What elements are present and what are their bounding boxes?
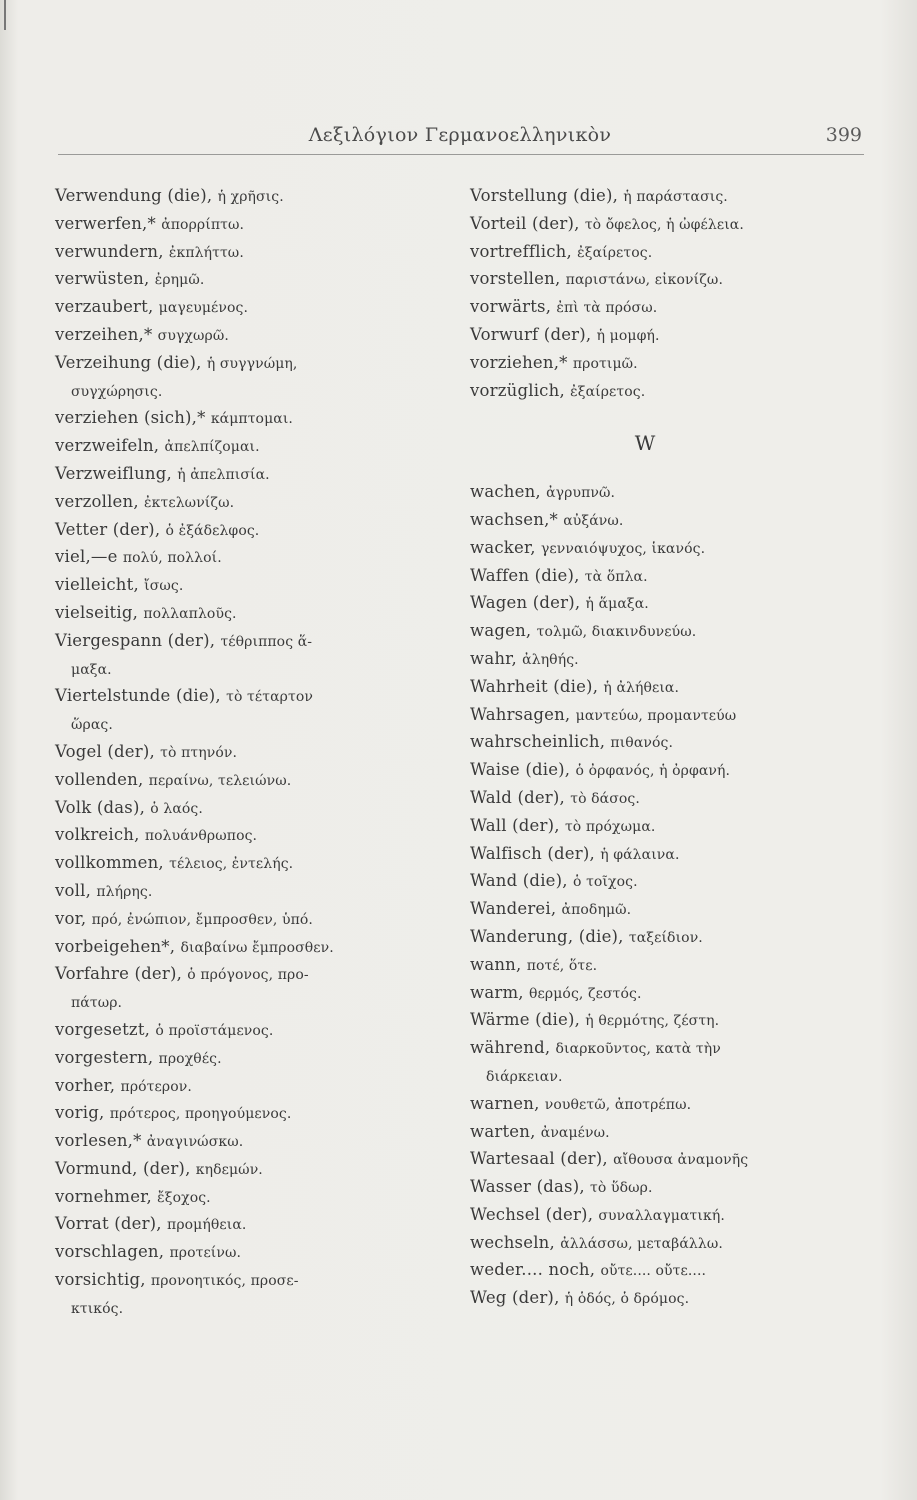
greek-translation: οὔτε.... οὔτε....	[600, 1263, 707, 1280]
dictionary-entry	[55, 1128, 415, 1156]
headword: Wand (die),	[470, 871, 568, 891]
right-column-v-entries	[470, 183, 860, 405]
dictionary-entry	[55, 906, 415, 934]
dictionary-entry	[55, 767, 415, 795]
dictionary-entry	[55, 517, 415, 545]
headword: Waffen (die),	[470, 565, 580, 585]
headword: verzollen,	[55, 491, 139, 511]
greek-translation: πρότερον.	[120, 1078, 192, 1095]
dictionary-entry	[470, 590, 860, 618]
dictionary-entry	[55, 1100, 415, 1128]
dictionary-entry	[470, 239, 860, 267]
headword: wann,	[470, 954, 522, 974]
greek-translation: πρότερος, προηγούμενος.	[109, 1106, 292, 1123]
greek-translation: κτικός.	[71, 1300, 124, 1317]
dictionary-entry	[55, 489, 415, 517]
greek-translation: προνοητικός, προσε-	[150, 1273, 299, 1290]
headword: vorwärts,	[470, 297, 552, 317]
dictionary-entry	[55, 656, 415, 684]
greek-translation: ἡ ἀπελπισία.	[177, 466, 270, 483]
greek-translation: ἀναμένω.	[540, 1124, 610, 1141]
dictionary-entry	[55, 350, 415, 378]
dictionary-entry	[470, 1035, 860, 1063]
dictionary-entry	[55, 183, 415, 211]
headword: Vorteil (der),	[470, 213, 580, 233]
headword: wahrscheinlich,	[470, 732, 606, 752]
greek-translation: διάρκειαν.	[486, 1068, 563, 1085]
greek-translation: τὸ πρόχωμα.	[564, 818, 656, 835]
dictionary-entry	[470, 322, 860, 350]
greek-translation: προμήθεια.	[167, 1217, 247, 1234]
greek-translation: ἀναγινώσκω.	[146, 1134, 244, 1151]
greek-translation: ἐξαίρετος.	[570, 383, 646, 400]
dictionary-entry	[55, 322, 415, 350]
dictionary-entry	[55, 683, 415, 711]
greek-translation: ἐκπλήττω.	[168, 244, 244, 261]
dictionary-entry	[55, 934, 415, 962]
headword: Weg (der),	[470, 1288, 560, 1308]
greek-translation: προτείνω.	[169, 1245, 242, 1262]
headword: volkreich,	[55, 825, 140, 845]
greek-translation: ἡ μομφή.	[596, 327, 660, 344]
dictionary-entry	[470, 1174, 860, 1202]
greek-translation: περαίνω, τελειώνω.	[148, 772, 292, 789]
greek-translation: ἀληθής.	[522, 651, 579, 668]
headword: vorziehen,*	[470, 352, 568, 372]
dictionary-entry	[55, 1017, 415, 1045]
headword: vortrefflich,	[470, 241, 572, 261]
dictionary-entry	[470, 841, 860, 869]
headword: Volk (das),	[55, 797, 146, 817]
headword: vorgestern,	[55, 1047, 154, 1067]
dictionary-entry	[470, 702, 860, 730]
greek-translation: ἐκτελωνίζω.	[144, 494, 235, 511]
greek-translation: κάμπτομαι.	[210, 411, 293, 428]
greek-translation: πιθανός.	[610, 735, 674, 752]
dictionary-entry	[470, 785, 860, 813]
greek-translation: τολμῶ, διακινδυνεύω.	[536, 624, 697, 641]
dictionary-entry	[55, 544, 415, 572]
headword: verzaubert,	[55, 297, 154, 317]
greek-translation: ὥρας.	[71, 717, 113, 734]
headword: wechseln,	[470, 1232, 555, 1252]
greek-translation: ὁ τοῖχος.	[572, 874, 638, 891]
dictionary-entry	[470, 924, 860, 952]
greek-translation: ἀλλάσσω, μεταβάλλω.	[560, 1235, 723, 1252]
dictionary-entry	[55, 878, 415, 906]
greek-translation: ὁ πρόγονος, προ-	[187, 967, 309, 984]
dictionary-entry	[470, 294, 860, 322]
headword: Verzeihung (die),	[55, 352, 202, 372]
greek-translation: ἡ χρῆσις.	[217, 189, 284, 205]
dictionary-entry	[470, 1257, 860, 1285]
headword: vorschlagen,	[55, 1242, 165, 1262]
headword: Wechsel (der),	[470, 1204, 594, 1224]
headword: Vorrat (der),	[55, 1214, 162, 1234]
greek-translation: τὸ ὄφελος, ἡ ὠφέλεια.	[584, 216, 744, 233]
greek-translation: πολλαπλοῦς.	[143, 605, 237, 622]
dictionary-entry	[470, 646, 860, 674]
headword: wacker,	[470, 537, 536, 557]
greek-translation: αὐξάνω.	[563, 512, 624, 529]
greek-translation: προτιμῶ.	[572, 355, 638, 372]
headword: Wartesaal (der),	[470, 1149, 608, 1169]
headword: Vormund, (der),	[55, 1158, 191, 1178]
running-title: Λεξιλόγιον Γερμανοελληνικὸν	[308, 124, 612, 146]
dictionary-entry	[55, 433, 415, 461]
right-column-w-entries	[470, 479, 860, 1313]
dictionary-entry	[470, 563, 860, 591]
headword: vorsichtig,	[55, 1270, 146, 1290]
headword: wachsen,*	[470, 509, 558, 529]
greek-translation: ὁ ἐξάδελφος.	[165, 522, 260, 539]
dictionary-entry	[470, 211, 860, 239]
headword: verziehen (sich),*	[55, 408, 206, 428]
dictionary-entry	[55, 378, 415, 406]
greek-translation: ἀγρυπνῶ.	[546, 485, 616, 502]
dictionary-entry	[55, 711, 415, 739]
greek-translation: κηδεμών.	[195, 1161, 263, 1178]
headword: Vogel (der),	[55, 741, 155, 761]
headword: Verzweiflung,	[55, 463, 172, 483]
dictionary-entry	[55, 1211, 415, 1239]
dictionary-entry	[55, 739, 415, 767]
greek-translation: ἡ ὁδός, ὁ δρόμος.	[564, 1291, 690, 1308]
dictionary-entry	[55, 266, 415, 294]
greek-translation: συγχωρῶ.	[157, 327, 229, 344]
greek-translation: μαξα.	[71, 661, 112, 678]
greek-translation: ἡ ἅμαξα.	[585, 596, 649, 613]
header-rule	[58, 154, 864, 155]
dictionary-entry	[470, 507, 860, 535]
headword: Verwendung (die),	[55, 186, 213, 205]
dictionary-entry	[470, 1007, 860, 1035]
greek-translation: πολύ, πολλοί.	[122, 550, 222, 567]
headword: vielleicht,	[55, 575, 139, 595]
headword: wagen,	[470, 621, 532, 641]
greek-translation: τέθριππος ἅ-	[220, 633, 313, 650]
greek-translation: τὰ ὅπλα.	[584, 568, 648, 585]
greek-translation: πλήρης.	[96, 883, 153, 900]
greek-translation: θερμός, ζεστός.	[529, 985, 642, 1002]
greek-translation: ἀποδημῶ.	[561, 902, 632, 919]
headword: Vorfahre (der),	[55, 964, 183, 984]
dictionary-entry	[470, 266, 860, 294]
headword: Walfisch (der),	[470, 843, 595, 863]
dictionary-entry	[55, 1295, 415, 1323]
greek-translation: ἡ φάλαινα.	[600, 846, 680, 863]
dictionary-entry	[55, 822, 415, 850]
headword: warnen,	[470, 1093, 540, 1113]
dictionary-entry	[55, 1045, 415, 1073]
dictionary-entry	[470, 535, 860, 563]
headword: verzeihen,*	[55, 324, 153, 344]
headword: verwerfen,*	[55, 213, 156, 233]
greek-translation: τὸ τέταρτον	[226, 689, 313, 706]
greek-translation: προχθές.	[158, 1050, 222, 1067]
headword: verwüsten,	[55, 269, 150, 289]
headword: viel,—e	[55, 547, 118, 567]
page-edge-mark	[4, 0, 6, 30]
dictionary-entry	[55, 989, 415, 1017]
headword: Vorwurf (der),	[470, 324, 592, 344]
greek-translation: τὸ ὕδωρ.	[590, 1180, 653, 1197]
headword: voll,	[55, 880, 92, 900]
headword: vorlesen,*	[55, 1131, 142, 1151]
greek-translation: παριστάνω, εἰκονίζω.	[565, 272, 723, 289]
greek-translation: τέλειος, ἐντελής.	[169, 856, 294, 873]
headword: vorstellen,	[470, 269, 561, 289]
dictionary-entry	[55, 1239, 415, 1267]
greek-translation: διαρκοῦντος, κατὰ τὴν	[555, 1041, 721, 1058]
greek-translation: τὸ πτηνόν.	[160, 744, 238, 761]
headword: wahr,	[470, 648, 517, 668]
greek-translation: ἀπελπίζομαι.	[164, 439, 260, 456]
right-column	[470, 183, 860, 1313]
greek-translation: ὁ ὀρφανός, ἡ ὀρφανή.	[575, 763, 731, 780]
headword: weder.... noch,	[470, 1260, 596, 1280]
headword: Viertelstunde (die),	[55, 686, 221, 706]
greek-translation: μαγευμένος.	[158, 300, 249, 317]
greek-translation: ἐξαίρετος.	[577, 244, 653, 261]
dictionary-entry	[470, 479, 860, 507]
dictionary-entry	[470, 1063, 860, 1091]
dictionary-entry	[470, 1285, 860, 1313]
dictionary-entry	[470, 1119, 860, 1147]
headword: verwundern,	[55, 241, 164, 261]
dictionary-entry	[470, 952, 860, 980]
headword: Wanderung, (die),	[470, 926, 624, 946]
greek-translation: ὁ προϊστάμενος.	[155, 1022, 274, 1039]
headword: verzweifeln,	[55, 436, 160, 456]
headword: Wagen (der),	[470, 593, 581, 613]
dictionary-entry	[55, 1267, 415, 1295]
dictionary-entry	[470, 729, 860, 757]
dictionary-entry	[55, 294, 415, 322]
dictionary-entry	[470, 1091, 860, 1119]
dictionary-entry	[55, 795, 415, 823]
greek-translation: συναλλαγματική.	[598, 1207, 725, 1224]
dictionary-entry	[55, 239, 415, 267]
headword: Wanderei,	[470, 899, 557, 919]
headword: vorig,	[55, 1103, 105, 1123]
greek-translation: ἡ συγγνώμη,	[206, 355, 298, 372]
headword: vor,	[55, 908, 87, 928]
greek-translation: πάτωρ.	[71, 995, 123, 1012]
greek-translation: ἐρημῶ.	[154, 272, 205, 289]
dictionary-entry	[470, 813, 860, 841]
greek-translation: ταξείδιον.	[628, 929, 703, 946]
dictionary-entry	[55, 461, 415, 489]
section-letter: W	[634, 431, 656, 456]
dictionary-entry	[55, 572, 415, 600]
dictionary-entry	[55, 961, 415, 989]
headword: während,	[470, 1038, 551, 1058]
greek-translation: συγχώρησις.	[71, 383, 163, 400]
greek-translation: μαντεύω, προμαντεύω	[575, 707, 737, 724]
headword: Wald (der),	[470, 787, 565, 807]
dictionary-entry	[55, 850, 415, 878]
headword: vollenden,	[55, 769, 144, 789]
headword: Wasser (das),	[470, 1177, 585, 1197]
headword: warm,	[470, 982, 524, 1002]
dictionary-entry	[470, 183, 860, 211]
dictionary-entry	[470, 757, 860, 785]
dictionary-entry	[470, 896, 860, 924]
greek-translation: διαβαίνω ἔμπροσθεν.	[180, 939, 334, 956]
headword: Waise (die),	[470, 760, 571, 780]
dictionary-entry	[55, 1156, 415, 1184]
greek-translation: τὸ δάσος.	[570, 790, 640, 807]
greek-translation: ὁ λαός.	[150, 800, 203, 817]
greek-translation: νουθετῶ, ἀποτρέπω.	[544, 1096, 692, 1113]
headword: wachen,	[470, 482, 541, 502]
dictionary-entry	[470, 1202, 860, 1230]
headword: Wall (der),	[470, 815, 560, 835]
headword: vollkommen,	[55, 853, 164, 873]
greek-translation: πολυάνθρωπος.	[144, 828, 258, 845]
dictionary-entry	[470, 868, 860, 896]
headword: Viergespann (der),	[55, 630, 216, 650]
dictionary-entry	[470, 1230, 860, 1258]
left-column	[55, 183, 415, 1323]
greek-translation: ποτέ, ὅτε.	[526, 957, 598, 974]
greek-translation: ἐπὶ τὰ πρόσω.	[556, 300, 658, 317]
dictionary-entry	[470, 350, 860, 378]
headword: Wahrsagen,	[470, 704, 571, 724]
dictionary-entry	[470, 674, 860, 702]
headword: warten,	[470, 1121, 536, 1141]
headword: Wärme (die),	[470, 1010, 581, 1030]
greek-translation: ἡ παράστασις.	[623, 189, 728, 205]
headword: vielseitig,	[55, 602, 139, 622]
greek-translation: ἔξοχος.	[157, 1189, 211, 1206]
page-header	[60, 118, 860, 158]
dictionary-entry	[55, 211, 415, 239]
greek-translation: ἡ ἀλήθεια.	[603, 679, 680, 696]
greek-translation: αἴθουσα ἀναμονῆς	[613, 1152, 749, 1169]
dictionary-entry	[55, 1184, 415, 1212]
dictionary-entry	[470, 378, 860, 406]
page-number: 399	[825, 124, 862, 146]
dictionary-entry	[470, 1146, 860, 1174]
headword: vorher,	[55, 1075, 116, 1095]
greek-translation: ἴσως.	[144, 578, 184, 595]
dictionary-entry	[470, 980, 860, 1008]
dictionary-entry	[55, 600, 415, 628]
headword: Vetter (der),	[55, 519, 161, 539]
headword: vorgesetzt,	[55, 1019, 151, 1039]
headword: Wahrheit (die),	[470, 676, 599, 696]
dictionary-entry	[55, 628, 415, 656]
headword: Vorstellung (die),	[470, 186, 619, 205]
dictionary-entry	[55, 405, 415, 433]
greek-translation: ἡ θερμότης, ζέστη.	[585, 1013, 720, 1030]
greek-translation: ἀπορρίπτω.	[161, 216, 245, 233]
dictionary-entry	[55, 1073, 415, 1101]
headword: vornehmer,	[55, 1186, 152, 1206]
dictionary-entry	[470, 618, 860, 646]
greek-translation: πρό, ἐνώπιον, ἔμπροσθεν, ὑπό.	[91, 911, 313, 928]
headword: vorbeigehen*,	[55, 936, 176, 956]
headword: vorzüglich,	[470, 380, 565, 400]
greek-translation: γενναιόψυχος, ἱκανός.	[540, 540, 706, 557]
